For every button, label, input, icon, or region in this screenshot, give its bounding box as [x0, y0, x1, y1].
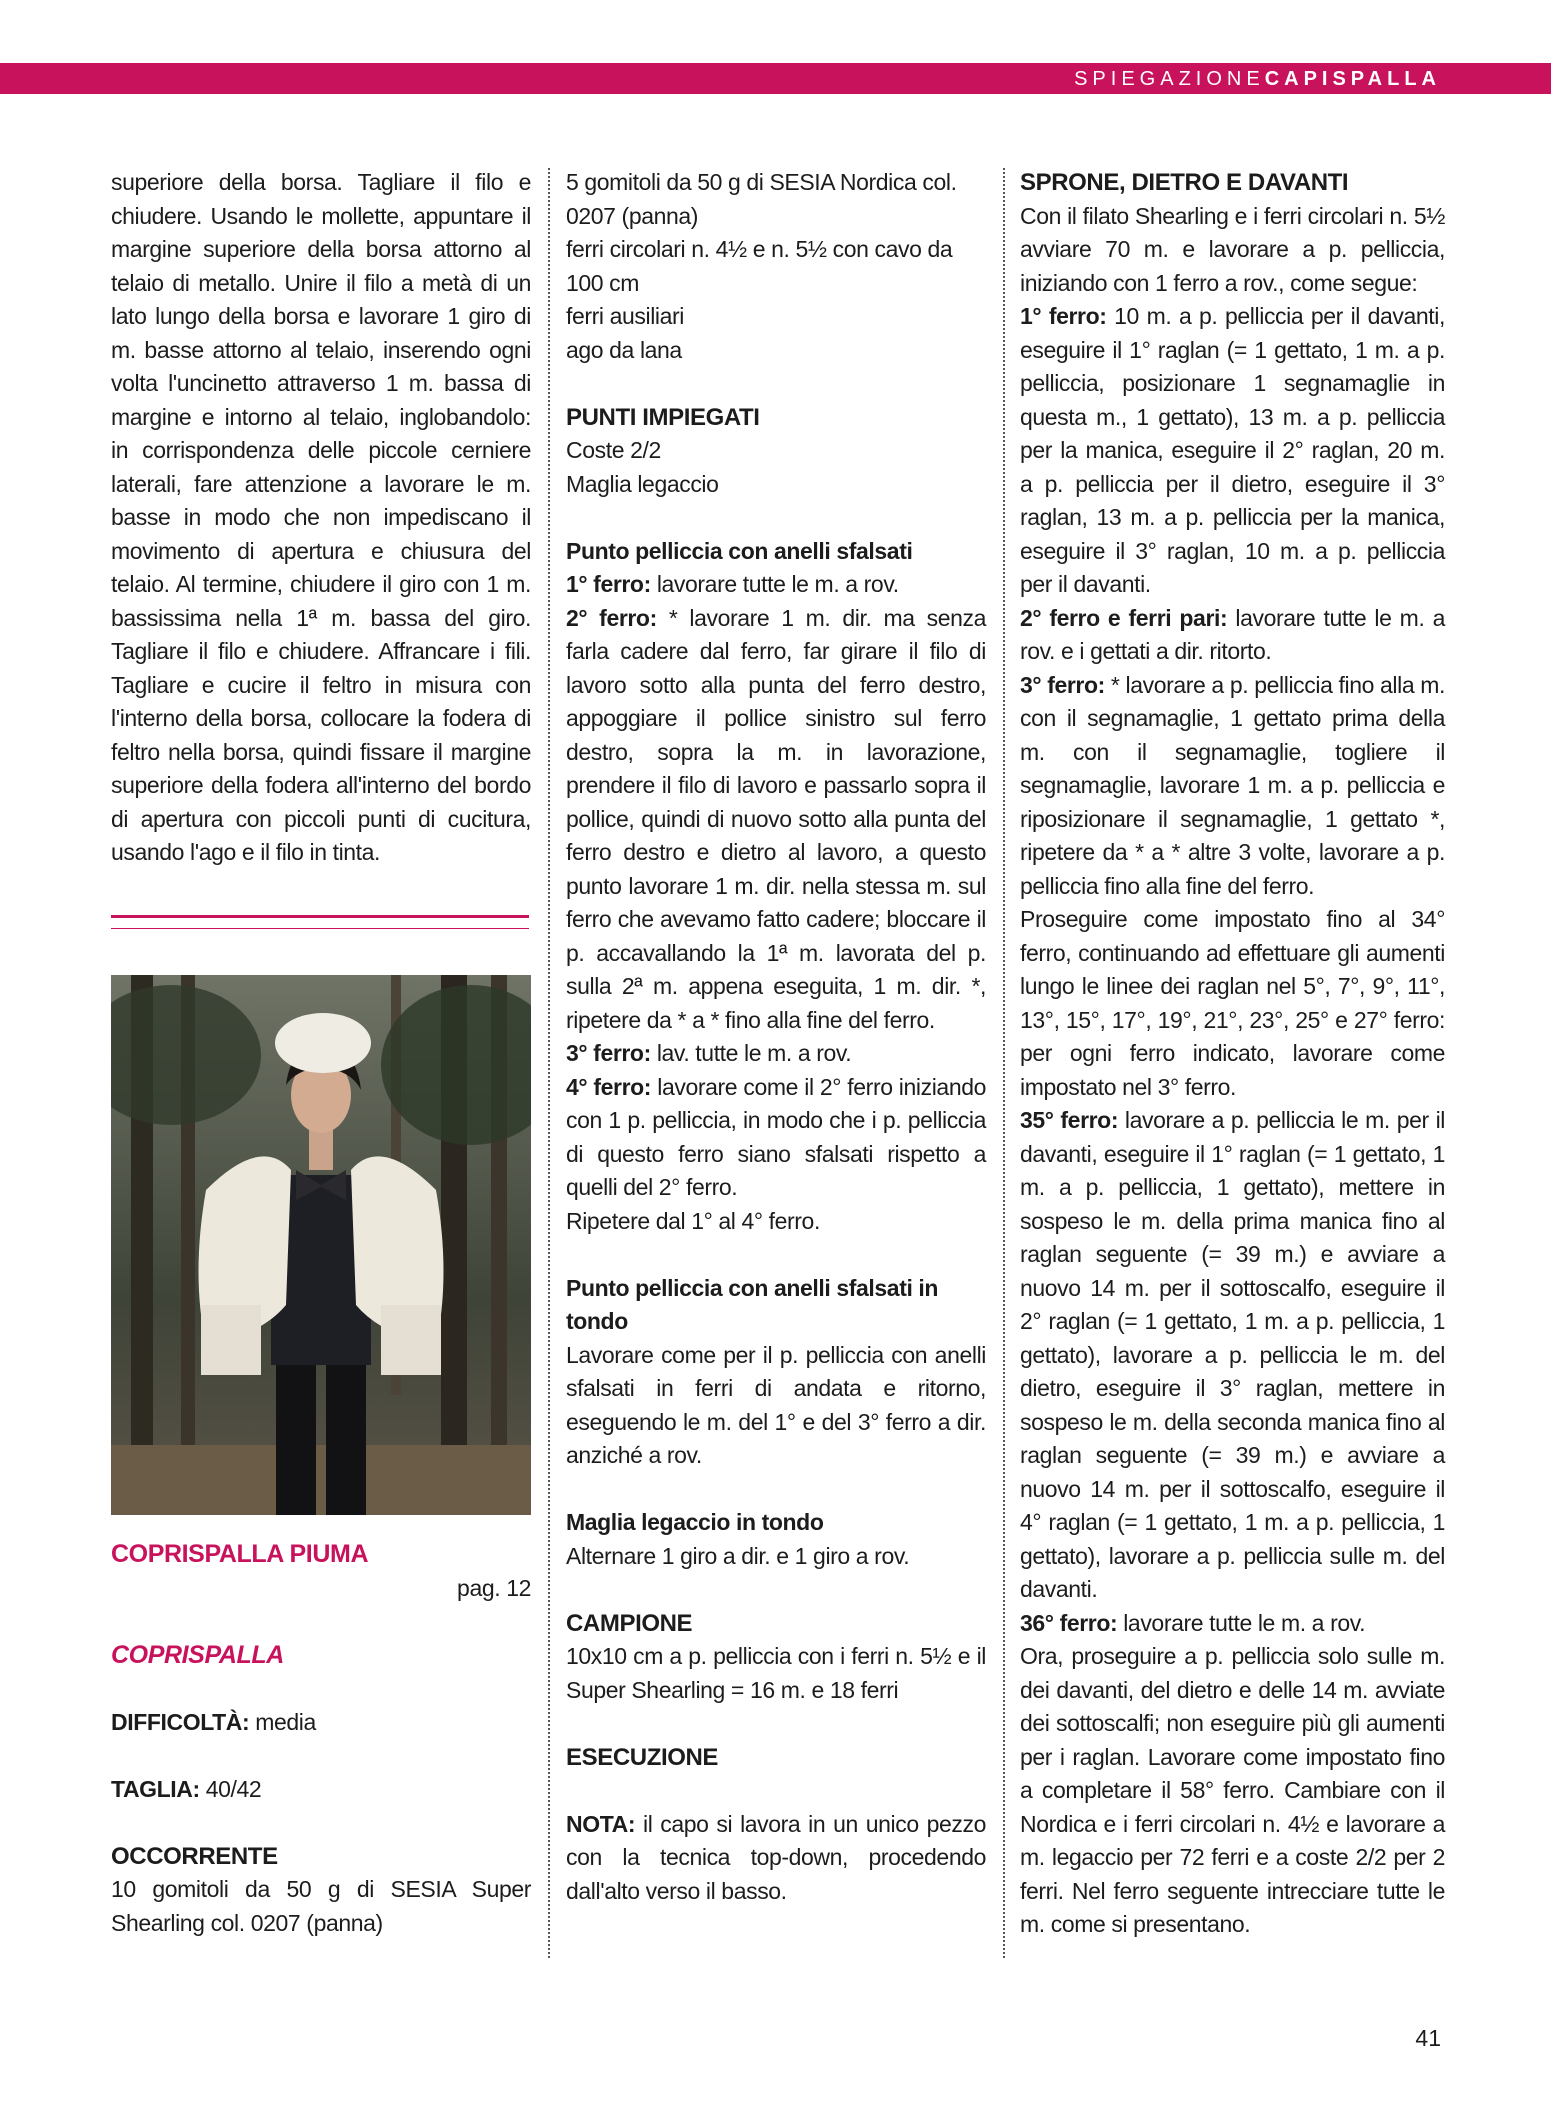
- row-text: lavorare come il 2° ferro iniziando con 1 p. pelliccia, in modo che i p. pelliccia di questo ferro siano sfalsati rispetto a quelli del 2° ferro.: [566, 1073, 986, 1200]
- stitch-item: Coste 2/2: [566, 437, 661, 463]
- execution-heading: ESECUZIONE: [566, 1743, 719, 1771]
- spacer: [566, 1774, 986, 1808]
- round-stitch-text: Lavorare come per il p. pelliccia con anelli sfalsati in ferri di andata e ritorno, eseguendo le m. del 1° e del 3° ferro a dir. anziché a rov.: [566, 1341, 986, 1468]
- section-bold: CAPISPALLA: [1264, 68, 1441, 90]
- final-paragraph: Ora, proseguire a p. pelliccia solo sulle m. dei davanti, del dietro e delle 14 m. avviate dei sottoscalfi; non eseguire più gli aumenti per i raglan. Lavorare come impostato fino a completare il 58° ferro. Cambiare con il Nordica e i ferri circolari n. 4½ e lavorare a m. legaccio per 72 ferri e a coste 2/2 per 2 ferri. Nel ferro seguente intrecciare tutte le m. come si presentano.: [1020, 1643, 1445, 1937]
- yoke-row-3: [1020, 669, 1445, 904]
- note-label: NOTA:: [566, 1810, 636, 1837]
- column-divider-1: [548, 168, 550, 1958]
- spacer: [566, 1707, 986, 1741]
- section-prefix: SPIEGAZIONE: [1074, 68, 1265, 90]
- yoke-row-1: [1020, 300, 1445, 602]
- row-text: * lavorare a p. pelliccia fino alla m. con il segnamaglie, 1 gettato prima della m. con il segnamaglie, togliere il segnamaglie, lavorare 1 m. a p. pelliccia e riposizionare il segnamaglie, 1 gettato *, ripetere da * a * altre 3 volte, lavorare a p. pelliccia fino alla fine del ferro.: [1020, 671, 1445, 899]
- spacer: [566, 1573, 986, 1607]
- garter-heading: Maglia legaccio in tondo: [566, 1509, 824, 1535]
- column-divider-2: [1003, 168, 1005, 1958]
- row-label: 1° ferro:: [1020, 303, 1107, 329]
- model-photo: [111, 975, 531, 1515]
- row-text: lavorare tutte le m. a rov.: [650, 571, 899, 597]
- spacer: [566, 1238, 986, 1272]
- yoke-row-35: [1020, 1104, 1445, 1607]
- spacer: [566, 501, 986, 535]
- gauge-text: 10x10 cm a p. pelliccia con i ferri n. 5½ e il Super Shearling = 16 m. e 18 ferri: [566, 1643, 986, 1703]
- continued-paragraph: superiore della borsa. Tagliare il filo e chiudere. Usando le mollette, appuntare il margine superiore della borsa attorno al telaio di metallo. Unire il filo a metà di un lato lungo della borsa e lavorare 1 giro di m. basse attorno al telaio, inserendo ogni volta l'uncinetto attraverso 1 m. bassa di margine e intorno al telaio, inglobandolo: in corrispondenza delle piccole cerniere laterali, fare attenzione a lavorare le m. basse in modo che non impediscano il movimento di apertura e chiusura del telaio. Al termine, chiudere il giro con 1 m. bassissima nella 1ª m. bassa del giro. Tagliare il filo e chiudere. Affrancare i fili. Tagliare e cucire il feltro in misura con l'interno della borsa, collocare la fodera di feltro nella borsa, quindi fissare il margine superiore della fodera all'interno del bordo di apertura con piccoli punti di cucitura, usando l'ago e il filo in tinta.: [111, 169, 531, 865]
- project-title: COPRISPALLA PIUMA: [111, 1540, 369, 1568]
- column-1: [111, 166, 531, 870]
- spacer: [111, 1672, 531, 1706]
- row-label: 36° ferro:: [1020, 1609, 1118, 1636]
- row-label: 2° ferro:: [566, 604, 657, 631]
- yoke-row-2: [1020, 602, 1445, 669]
- row-label: 35° ferro:: [1020, 1107, 1119, 1133]
- fur-row-4: [566, 1071, 986, 1205]
- column-2: [566, 166, 986, 1908]
- continue-paragraph: Proseguire come impostato fino al 34° ferro, continuando ad effettuare gli aumenti lungo le linee dei raglan nel 5°, 7°, 9°, 11°, 13°, 15°, 17°, 19°, 21°, 23°, 25° e 27° ferro: per ogni ferro indicato, lavorare come impostato nel 3° ferro.: [1020, 906, 1445, 1100]
- yoke-intro: Con il filato Shearling e i ferri circolari n. 5½ avviare 70 m. e lavorare a p. pelliccia, iniziando con 1 ferro a rov., come segue:: [1020, 202, 1445, 296]
- row-text: lavorare tutte le m. a rov.: [1117, 1609, 1366, 1636]
- materials-heading: OCCORRENTE: [111, 1842, 278, 1870]
- note-paragraph: [566, 1808, 986, 1909]
- stitch-item: Maglia legaccio: [566, 470, 719, 497]
- spacer: [566, 1473, 986, 1507]
- row-text: lavorare a p. pelliccia le m. per il davanti, eseguire il 1° raglan (= 1 gettato, 1 m. a p. pelliccia, 1 gettato), mettere in sospeso le m. della prima manica fino al raglan seguente (= 39 m.) e avviare a nuovo 14 m. per il sottoscalfo, eseguire il 2° raglan (= 1 gettato, 1 m. a p. pelliccia, 1 gettato), lavorare a p. pelliccia le m. del dietro, eseguire il 3° raglan, mettere in sospeso le m. della seconda manica fino al raglan seguente (= 39 m.) e avviare a nuovo 14 m. per il sottoscalfo, eseguire il 4° raglan (= 1 gettato, 1 m. a p. pelliccia, 1 gettato), lavorare a p. pelliccia sulle m. del davanti.: [1020, 1107, 1446, 1602]
- note-text: il capo si lavora in un unico pezzo con la tecnica top-down, procedendo dall'alto verso il basso.: [566, 1810, 986, 1904]
- size-label: TAGLIA:: [111, 1775, 200, 1802]
- size-value: 40/42: [199, 1775, 262, 1802]
- difficulty-line: [111, 1706, 531, 1740]
- photo-illustration: [111, 975, 531, 1515]
- page-number: 41: [1415, 2025, 1441, 2051]
- yoke-row-36: [1020, 1607, 1445, 1641]
- page-reference: pag. 12: [457, 1574, 531, 1601]
- garter-text: Alternare 1 giro a dir. e 1 giro a rov.: [566, 1542, 910, 1569]
- row-text: 10 m. a p. pelliccia per il davanti, eseguire il 1° raglan (= 1 gettato, 1 m. a p. pelliccia, posizionare 1 segnamaglie in questa m., 1 gettato), 13 m. a p. pelliccia per la manica, eseguire il 2° raglan, 20 m. a p. pelliccia per il dietro, eseguire il 3° raglan, 13 m. a p. pelliccia per la manica, eseguire il 3° raglan, 10 m. a p. pelliccia per il davanti.: [1020, 303, 1445, 597]
- spacer: [111, 1806, 531, 1840]
- row-label: 1° ferro:: [566, 571, 651, 597]
- spacer: [111, 1739, 531, 1773]
- column-3: [1020, 166, 1445, 1942]
- row-text: lav. tutte le m. a rov.: [650, 1040, 852, 1066]
- section-label: [1074, 67, 1441, 91]
- column-1-lower: [111, 1538, 531, 1940]
- fur-repeat: Ripetere dal 1° al 4° ferro.: [566, 1207, 820, 1234]
- yoke-heading: SPRONE, DIETRO E DAVANTI: [1020, 169, 1349, 196]
- row-label: 3° ferro:: [1020, 671, 1105, 698]
- fur-row-3: [566, 1037, 986, 1071]
- row-label: 2° ferro e ferri pari:: [1020, 604, 1228, 631]
- row-text: lavorare tutte le m. a rov. e i gettati a dir. ritorto.: [1020, 604, 1445, 664]
- difficulty-value: media: [249, 1708, 316, 1735]
- stitches-heading: PUNTI IMPIEGATI: [566, 403, 760, 431]
- round-stitch-heading: Punto pelliccia con anelli sfalsati in tondo: [566, 1274, 939, 1334]
- row-label: 4° ferro:: [566, 1073, 652, 1100]
- row-label: 3° ferro:: [566, 1040, 651, 1066]
- divider-rule-thick: [111, 915, 529, 918]
- materials-line: ago da lana: [566, 336, 682, 363]
- spacer: [111, 1605, 531, 1639]
- materials-line: ferri circolari n. 4½ e n. 5½ con cavo da 100 cm: [566, 236, 953, 296]
- materials-line: ferri ausiliari: [566, 303, 684, 329]
- fur-row-1: [566, 568, 986, 602]
- size-line: [111, 1773, 531, 1807]
- project-subtitle: COPRISPALLA: [111, 1640, 284, 1669]
- difficulty-label: DIFFICOLTÀ:: [111, 1708, 250, 1735]
- fur-row-2: [566, 602, 986, 1038]
- fur-stitch-heading: Punto pelliccia con anelli sfalsati: [566, 537, 913, 564]
- materials-line: 5 gomitoli da 50 g di SESIA Nordica col. 0207 (panna): [566, 169, 957, 229]
- row-text: * lavorare 1 m. dir. ma senza farla cadere dal ferro, far girare il filo di lavoro sotto alla punta del ferro destro, appoggiare il pollice sinistro sul ferro destro, sopra la m. in lavorazione, prendere il filo di lavoro e passarlo sopra il pollice, quindi di nuovo sotto alla punta del ferro destro e dietro al lavoro, a questo punto lavorare 1 m. dir. nella stessa m. sul ferro che avevamo fatto cadere; bloccare il p. accavallando la 1ª m. lavorata del p. sulla 2ª m. appena eseguita, 1 m. dir. *, ripetere da * a * fino alla fine del ferro.: [566, 604, 987, 1033]
- gauge-heading: CAMPIONE: [566, 1609, 693, 1637]
- materials-text: 10 gomitoli da 50 g di SESIA Super Shearling col. 0207 (panna): [111, 1876, 531, 1936]
- spacer: [566, 367, 986, 401]
- divider-rule-thin: [111, 928, 529, 929]
